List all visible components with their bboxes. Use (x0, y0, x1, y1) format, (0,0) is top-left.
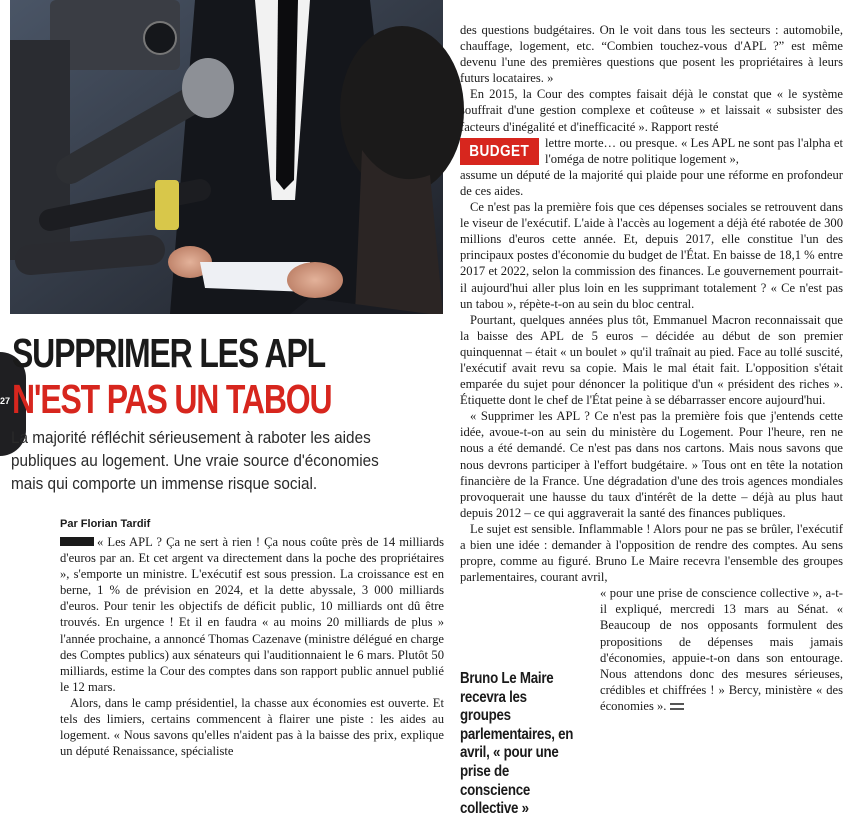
paragraph: Pourtant, quelques années plus tôt, Emmanuel Macron reconnaissait que la baisse des APL de 5 euros – décidée au début de son premier quinquennat – était « un boulet » qu'il traînait au pied. Face au tollé suscité, l'exécutif avait revu sa copie. Mais le mal était fait. L'opposition s'était emparée du sujet pour dénoncer la politique d'un « président des riches ». Étiquette dont le chef de l'État peine à se débarrasser encore aujourd'hui. (460, 312, 843, 408)
section-tag (460, 138, 539, 165)
photo-illustration (10, 0, 443, 314)
pull-quote: Bruno Le Maire recevra les groupes parlementaires, en avril, « pour une prise de conscience collective » (460, 670, 574, 818)
article-photo (10, 0, 443, 314)
paragraph-text: « Les APL ? Ça ne sert à rien ! Ça nous coûte près de 14 milliards d'euros par an. Et cet argent va directement dans la poche des propriétaires », s'emporte un ministre. L'exécutif est sous pression. La croissance est en berne, 1 % de prévision en 2024, et la dette abyssale, 3 000 milliards d'euros. Pour tenir les objectifs de déficit public, 10 milliards ont dû être trouvés. En urgence ! Et il en faudra « au moins 20 milliards de plus » l'année prochaine, a annoncé Thomas Cazenave (ministre délégué en charge des Comptes publics) aux sénateurs qui l'auditionnaient le 6 mars. Plutôt 50 milliards, estime la Cour des comptes dans son rapport public annuel publié le 12 mars. (60, 535, 444, 694)
byline: Par Florian Tardif (60, 518, 151, 530)
paragraph: Alors, dans le camp présidentiel, la chasse aux économies est ouverte. Et tels des limiers, certains commencent à flairer une piste : les aides au logement. « Nous savons qu'elles n'aident pas à la baisse des prix, explique un député Renaissance, spécialiste (60, 695, 444, 759)
article-deck: La majorité réfléchit sérieusement à raboter les aides publiques au logement. Une vraie source d'économies mais qui comporte un immense risque social. (11, 428, 379, 493)
paragraph-text: En 2015, la Cour des comptes faisait déjà le constat que « le système souffrait d'une gestion complexe et coûteuse » et laissait « subsister des facteurs d'inégalité et d'inefficacité ». Rapport resté (460, 87, 843, 134)
text-column-left (60, 534, 444, 759)
text-column-right (460, 22, 843, 714)
page-number: 27 (0, 396, 11, 406)
paragraph: « Supprimer les APL ? Ce n'est pas la première fois que j'entends cette idée, avoue-t-on au sein du ministère du Logement. Pour l'heure, ren ne nous a été demandé. Ce n'est pas dans nos cartons. Mais nous savons que nous devrons participer à l'effort budgétaire. » Tous ont en tête la notation financière de la France. Une dégradation d'une des trois agences mondiales provoquerait une hausse du taux d'intérêt de la dette – déjà au plus haut depuis 2012 – ce qui aggraverait la santé des finances publiques. (460, 409, 843, 520)
paragraph: Ce n'est pas la première fois que ces dépenses sociales se retrouvent dans le viseur de l'exécutif. L'aide à l'accès au logement a déjà été rabotée de 300 millions d'euros cette année. Et, depuis 2017, elle constitue l'un des principaux postes d'économie du budget de l'État. En baisse de 18,1 % entre 2017 et 2022, selon la commission des finances. Le gouvernement pourrait-il aujourd'hui aller plus loin en les supprimant totalement ? « Ce n'est pas un tabou », répète-t-on au sein du bloc central. (460, 200, 843, 311)
paragraph-text: « pour une prise de conscience collective », a-t-il expliqué, mercredi 13 mars au Sénat. « Beaucoup de nos opposants formulent des propositions de dépenses mais jamais d'économies, appuie-t-on dans son entourage. Nous attendons donc des mesures sérieuses, crédibles et chiffrées ! » Bercy, ministère « des économies ». (600, 586, 843, 713)
headline-line-1: SUPPRIMER LES APL (12, 330, 325, 376)
headline-line-2: N'EST PAS UN TABOU (12, 376, 332, 422)
paragraph-text-wrapped: lettre morte… ou presque. « Les APL ne sont pas l'alpha et l'oméga de notre politique logement », (545, 135, 843, 166)
paragraph-text: assume un député de la majorité qui plaide pour une réforme en profondeur de ces aides. (460, 167, 843, 198)
paragraph-text: Le sujet est sensible. Inflammable ! Alors pour ne pas se brûler, l'exécutif a bien une idée : demander à l'opposition de rendre des comptes. Au sens propre, comme au figuré. Bruno Le Maire recevra l'ensemble des groupes parlementaires, courant avril, (460, 521, 843, 585)
paragraph: des questions budgétaires. On le voit dans tous les secteurs : automobile, chauffage, logement, etc. “Combien touchez-vous d'APL ?” est même devenu l'une des premières questions que posent les propriétaires à leurs futurs locataires. » (460, 23, 843, 86)
end-of-article-mark (670, 703, 684, 710)
headline (12, 330, 347, 422)
section-tag-label: BUDGET (469, 143, 530, 160)
paragraph-start-bar (60, 537, 94, 546)
paragraph (60, 534, 444, 695)
